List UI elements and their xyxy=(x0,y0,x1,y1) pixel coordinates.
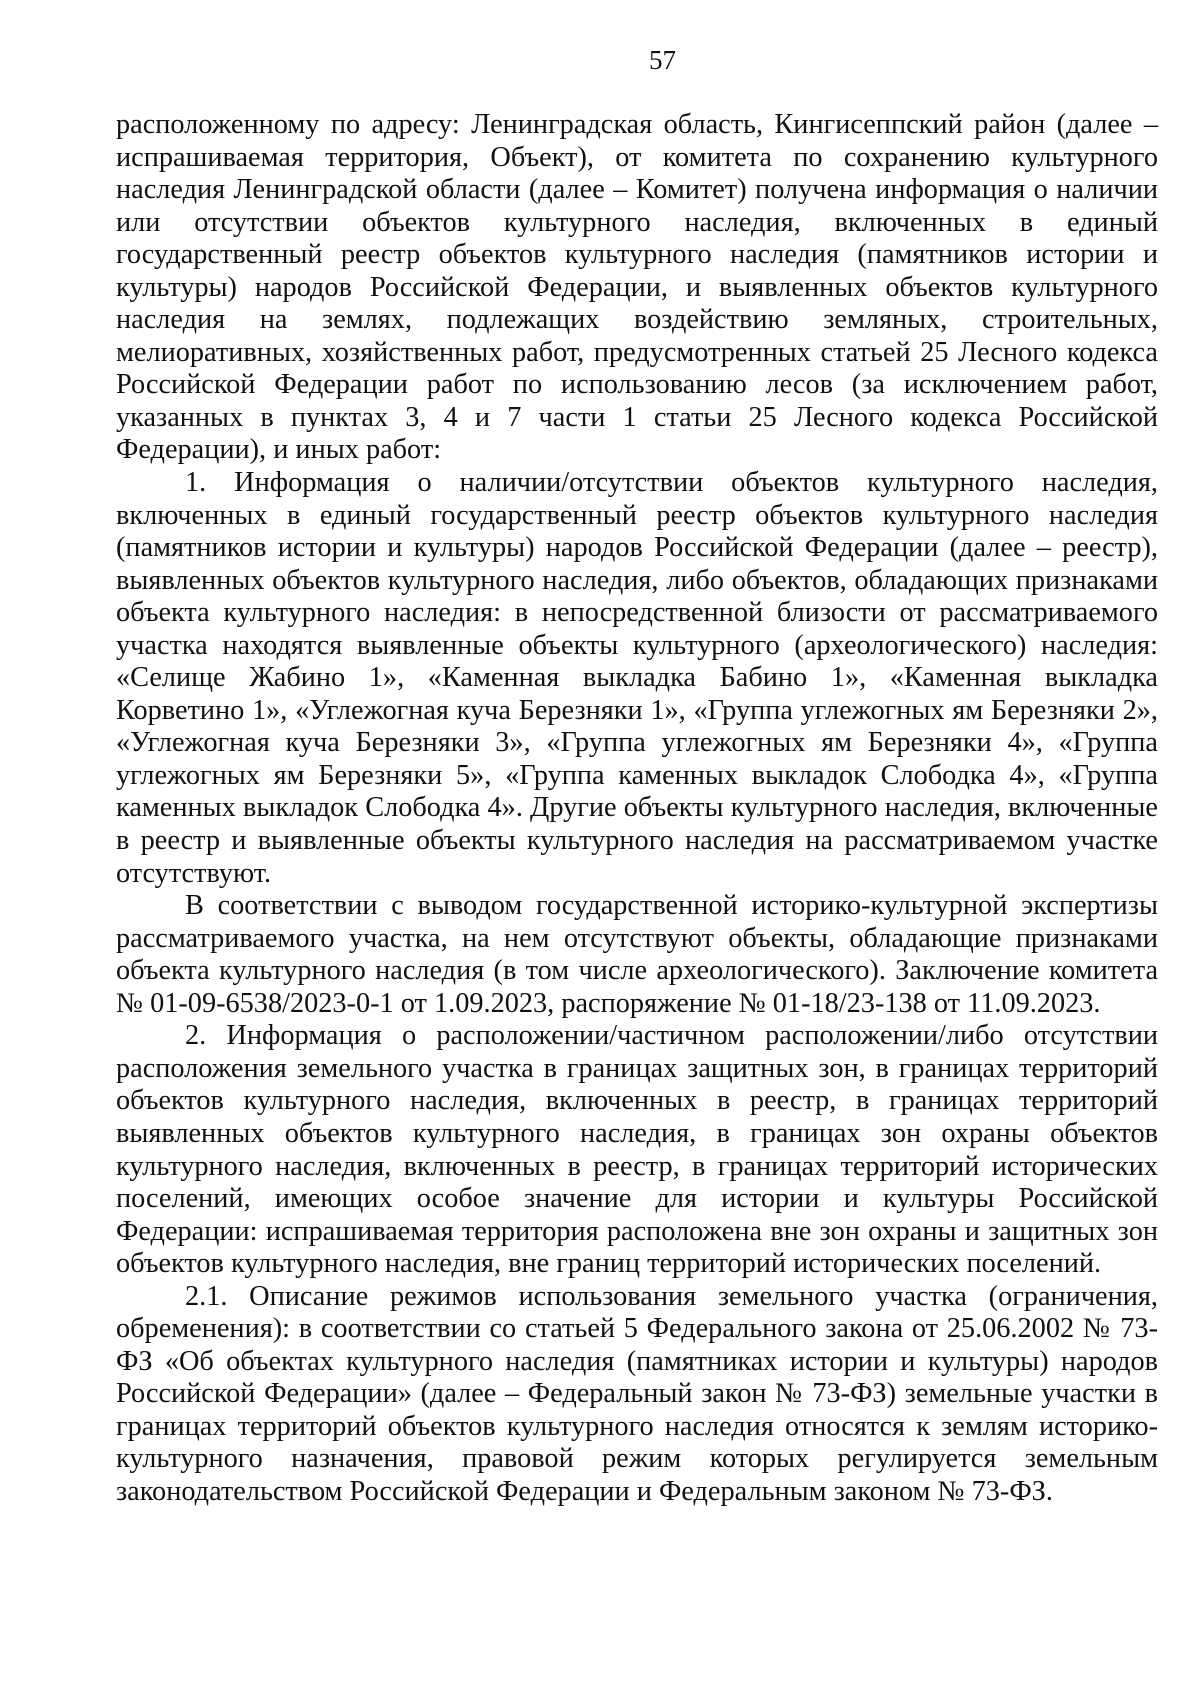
paragraph-item-2: 2. Информация о расположении/частичном расположении/либо отсутствии расположения земельного участка в границах защитных зон, в границах территорий объектов культурного наследия, включенных в реестр, в границах территорий выявленных объектов культурного наследия, в границах зон охраны объектов культурного наследия, включенных в реестр, в границах территорий исторических поселений, имеющих особое значение для истории и культуры Российской Федерации: испрашиваемая территория расположена вне зон охраны и защитных зон объектов культурного наследия, вне границ территорий исторических поселений. xyxy=(116,1020,1158,1280)
paragraph-intro: расположенному по адресу: Ленинградская область, Кингисеппский район (далее – испрашиваемая территория, Объект), от комитета по сохранению культурного наследия Ленинградской области (далее – Комитет) получена информация о наличии или отсутствии объектов культурного наследия, включенных в единый государственный реестр объектов культурного наследия (памятников истории и культуры) народов Российской Федерации, и выявленных объектов культурного наследия на землях, подлежащих воздействию земляных, строительных, мелиоративных, хозяйственных работ, предусмотренных статьей 25 Лесного кодекса Российской Федерации работ по использованию лесов (за исключением работ, указанных в пунктах 3, 4 и 7 части 1 статьи 25 Лесного кодекса Российской Федерации), и иных работ: xyxy=(116,109,1158,466)
paragraph-item-1: 1. Информация о наличии/отсутствии объектов культурного наследия, включенных в единый государственный реестр объектов культурного наследия (памятников истории и культуры) народов Российской Федерации (далее – реестр), выявленных объектов культурного наследия, либо объектов, обладающих признаками объекта культурного наследия: в непосредственной близости от рассматриваемого участка находятся выявленные объекты культурного (археологического) наследия: «Селище Жабино 1», «Каменная выкладка Бабино 1», «Каменная выкладка Корветино 1», «Углежогная куча Березняки 1», «Группа углежогных ям Березняки 2», «Углежогная куча Березняки 3», «Группа углежогных ям Березняки 4», «Группа углежогных ям Березняки 5», «Группа каменных выкладок Слободка 4», «Группа каменных выкладок Слободка 4». Другие объекты культурного наследия, включенные в реестр и выявленные объекты культурного наследия на рассматриваемом участке отсутствуют. xyxy=(116,467,1158,889)
document-body xyxy=(116,109,1158,1509)
paragraph-item-2-1: 2.1. Описание режимов использования земельного участка (ограничения, обременения): в соответствии со статьей 5 Федерального закона от 25.06.2002 № 73-ФЗ «Об объектах культурного наследия (памятниках истории и культуры) народов Российской Федерации» (далее – Федеральный закон № 73-ФЗ) земельные участки в границах территорий объектов культурного наследия относятся к землям историко-культурного назначения, правовой режим которых регулируется земельным законодательством Российской Федерации и Федеральным законом № 73-ФЗ. xyxy=(116,1280,1158,1507)
page-number: 57 xyxy=(649,45,676,75)
paragraph-expertise: В соответствии с выводом государственной историко-культурной экспертизы рассматриваемого участка, на нем отсутствуют объекты, обладающие признаками объекта культурного наследия (в том числе археологического). Заключение комитета № 01-09-6538/2023-0-1 от 1.09.2023, распоряжение № 01-18/23-138 от 11.09.2023. xyxy=(116,890,1158,1019)
